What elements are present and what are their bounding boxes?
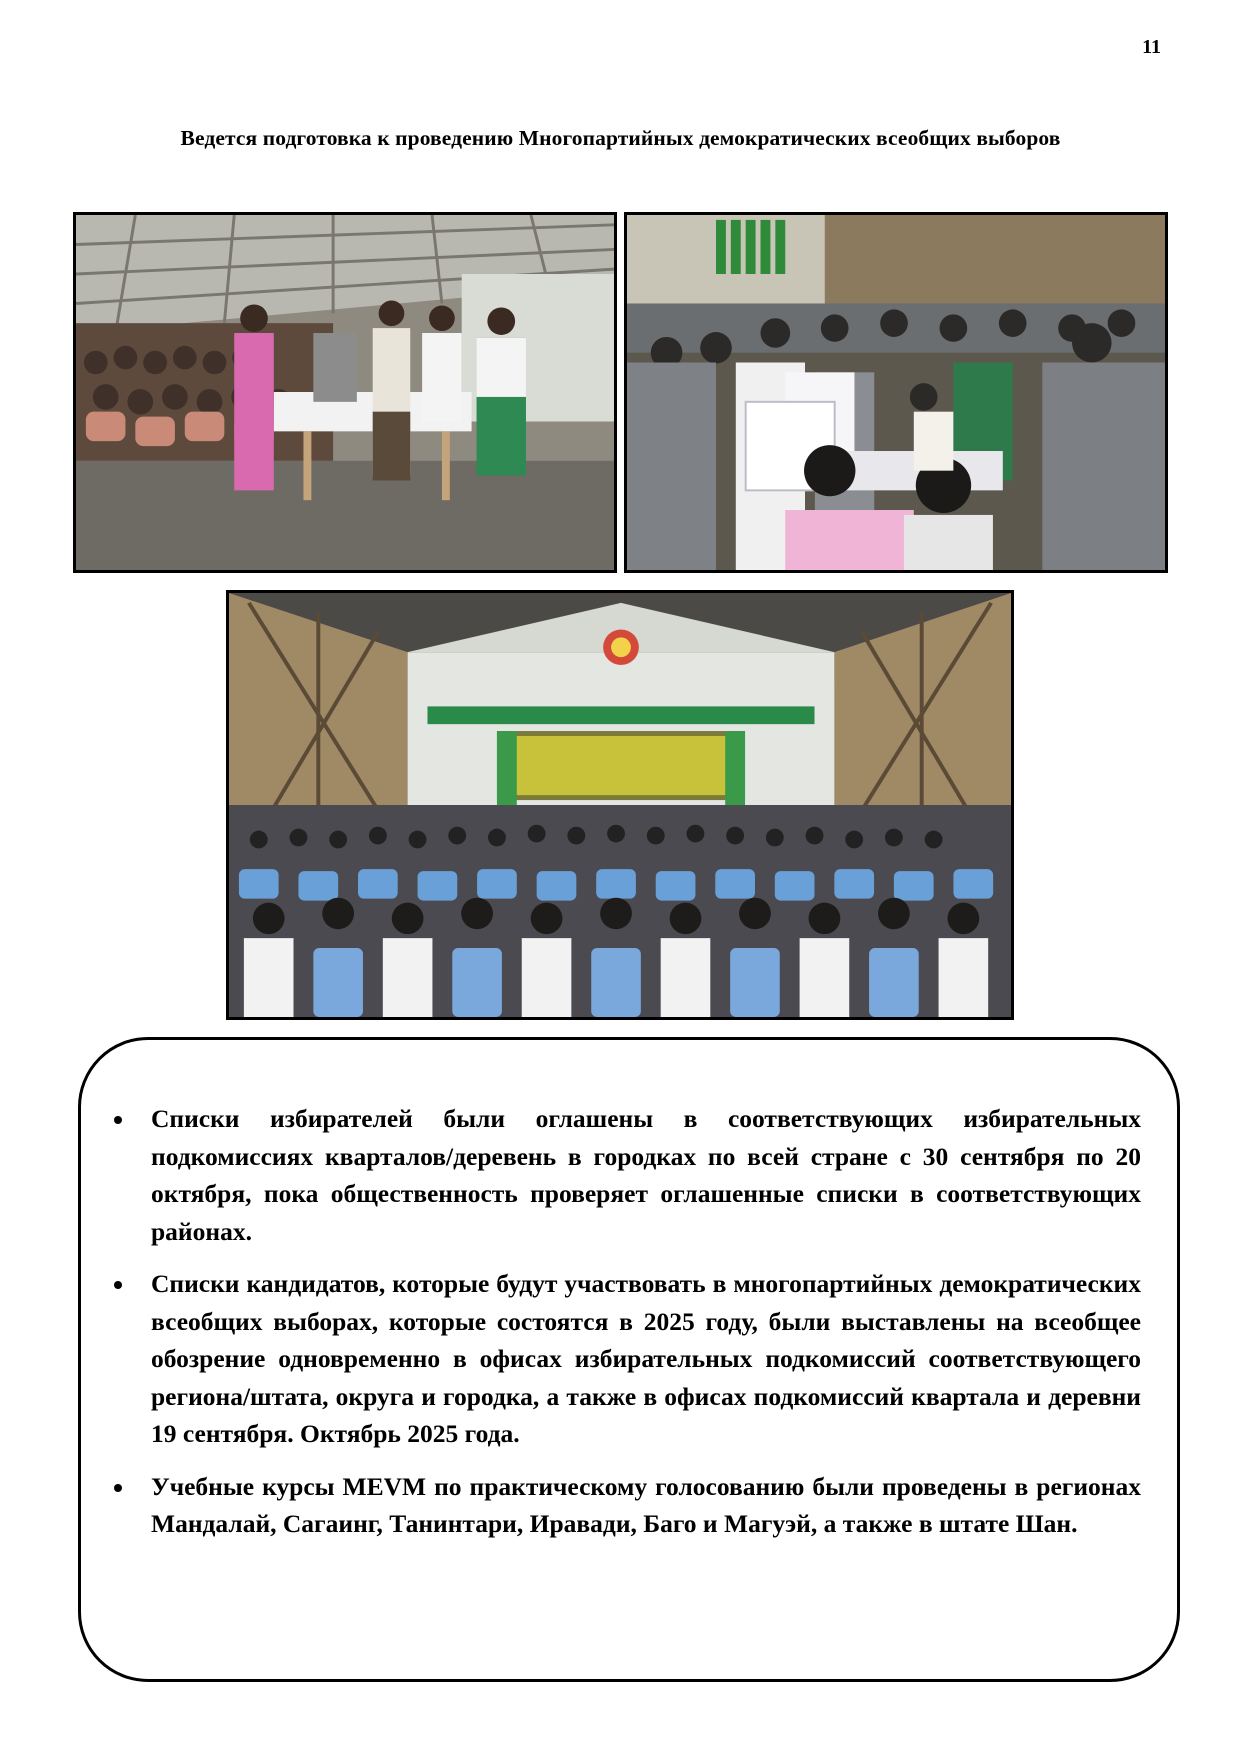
info-box [78,1037,1180,1682]
bullet-icon [114,1116,122,1124]
voting-demonstration-photo-icon [76,215,614,570]
polling-station-staff-photo-icon [627,215,1165,570]
bullet-icon [114,1281,122,1289]
photo-assembly-hall [226,590,1014,1020]
list-item-text: Учебные курсы MEVM по практическому голосованию были проведены в регионах Мандалай, Сагаинг, Танинтари, Иравади, Баго и Магуэй, а также в штате Шан. [151,1471,1141,1538]
list-item [151,1265,1141,1453]
list-item [151,1100,1141,1250]
page-number: 11 [1142,36,1161,58]
bullet-list [151,1100,1141,1558]
page-title: Ведется подготовка к проведению Многопартийных демократических всеобщих выборов [180,126,1061,150]
photo-polling-station [624,212,1168,573]
photo-voting-demonstration [73,212,617,573]
list-item-text: Списки избирателей были оглашены в соответствующих избирательных подкомиссиях кварталов/деревень в городках по всей стране с 30 сентября по 20 октября, пока общественность проверяет оглашенные списки в соответствующих районах. [151,1104,1141,1246]
bullet-icon [114,1484,122,1492]
assembly-hall-audience-photo-icon [229,593,1011,1017]
list-item [151,1468,1141,1543]
list-item-text: Списки кандидатов, которые будут участвовать в многопартийных демократических всеобщих выборах, которые состоятся в 2025 году, были выставлены на всеобщее обозрение одновременно в офисах избирательных подкомиссий соответствующего региона/штата, округа и городка, а также в офисах подкомиссий квартала и деревни 19 сентября. Октябрь 2025 года. [151,1269,1141,1448]
